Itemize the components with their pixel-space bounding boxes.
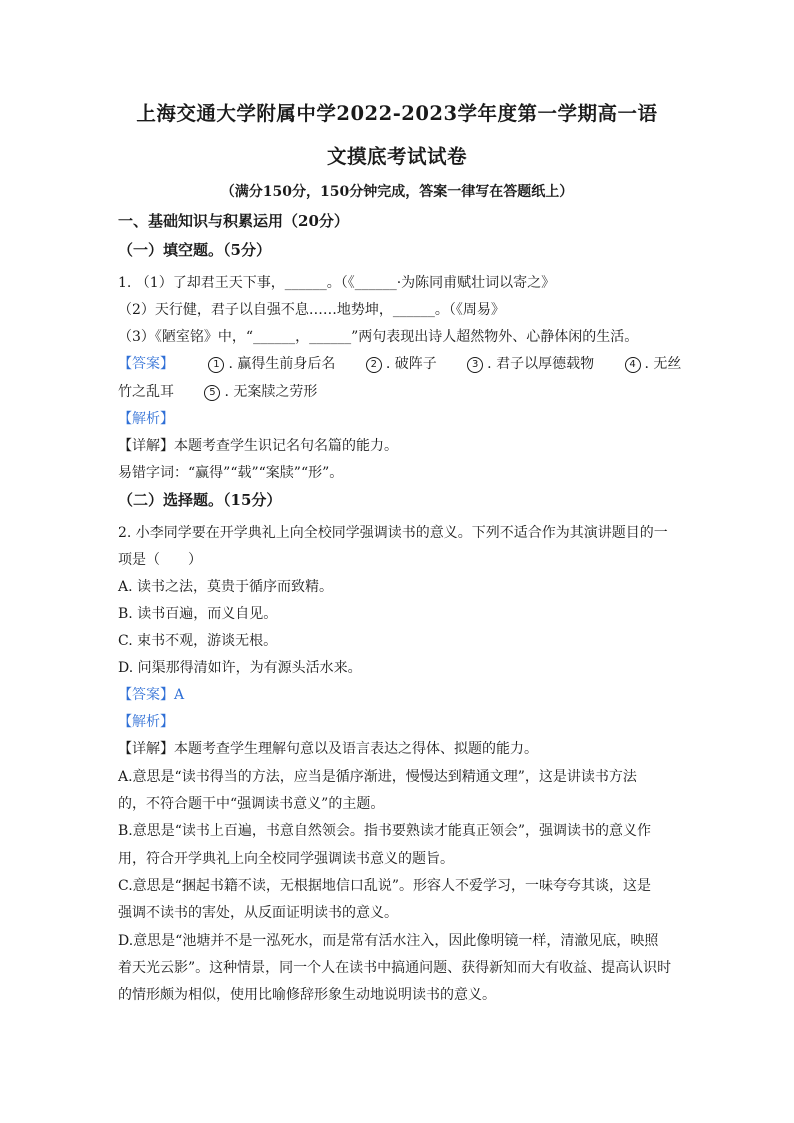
q2-explain-line: 的，不符合题干中“强调读书意义”的主题。 <box>118 796 385 812</box>
answer-item: 2 . 破阵子 <box>366 355 437 373</box>
sub1-heading: （一）填空题。（5分） <box>118 241 271 259</box>
circled-number: 3 <box>467 357 483 373</box>
q1-errors: 易错字词：“赢得”“载”“案牍”“形”。 <box>118 465 344 481</box>
circled-number: 5 <box>204 385 220 401</box>
q2-explain-line: 强调不读书的害处，从反面证明读书的意义。 <box>118 905 398 921</box>
q2-option-c: C. 束书不观，游谈无根。 <box>118 633 278 649</box>
q1-line2: （2）天行健，君子以自强不息……地势坤，______。（《周易》 <box>118 302 505 318</box>
q2-line2: 项是（ ） <box>118 552 202 568</box>
circled-number: 4 <box>625 357 641 373</box>
q2-option-b: B. 读书百遍，而义自见。 <box>118 606 278 622</box>
q2-explain-line: 用，符合开学典礼上向全校同学强调读书意义的题旨。 <box>118 851 454 867</box>
q1-line3: （3）《陋室铭》中，“______，______”两句表现出诗人超然物外、心静体闲的生活。 <box>118 329 639 345</box>
q2-analysis-tag: 【解析】 <box>118 714 174 730</box>
analysis-tag: 【解析】 <box>118 411 174 427</box>
answer-item: 3 . 君子以厚德载物 <box>467 355 594 373</box>
q1-line1: 1. （1）了却君王天下事，______。（《______·为陈同甫赋壮词以寄之》 <box>118 275 556 291</box>
q2-explain-line: C.意思是“捆起书籍不读，无根据地信口乱说”。形容人不爱学习，一味夸夸其谈，这是 <box>118 878 651 894</box>
sub2-heading: （二）选择题。（15分） <box>118 491 282 509</box>
answer-item: 1 . 赢得生前身后名 <box>208 355 335 373</box>
exam-subtitle: （满分150分，150分钟完成，答案一律写在答题纸上） <box>220 184 574 200</box>
exam-title-line2: 文摸底考试试卷 <box>326 145 467 168</box>
q2-explain-line: 的情形颇为相似，使用比喻修辞形象生动地说明读书的意义。 <box>118 987 496 1003</box>
q2-answer: 【答案】A <box>118 687 185 703</box>
exam-title-line1: 上海交通大学附属中学2022-2023学年度第一学期高一语 <box>136 102 658 125</box>
answer-tag: 【答案】 <box>118 356 174 372</box>
q2-line1: 2. 小李同学要在开学典礼上向全校同学强调读书的意义。下列不适合作为其演讲题目的一 <box>118 525 668 541</box>
q1-answers-row2: 竹之乱耳 5 . 无案牍之劳形 <box>118 384 318 400</box>
answer-item: 5 . 无案牍之劳形 <box>204 384 317 400</box>
part1-heading: 一、基础知识与积累运用（20分） <box>118 212 349 230</box>
circled-number: 2 <box>366 357 382 373</box>
q2-option-d: D. 问渠那得清如许，为有源头活水来。 <box>118 660 362 676</box>
q2-option-a: A. 读书之法，莫贵于循序而致精。 <box>118 579 334 595</box>
q2-explain-line: A.意思是“读书得当的方法，应当是循序渐进，慢慢达到精通文理”，这是讲读书方法 <box>118 769 637 785</box>
q2-explain-line: B.意思是“读书上百遍，书意自然领会。指书要熟读才能真正领会”，强调读书的意义作 <box>118 823 652 839</box>
q1-answers-row <box>118 355 681 373</box>
q2-detail: 【详解】本题考查学生理解句意以及语言表达之得体、拟题的能力。 <box>118 741 538 757</box>
q1-detail: 【详解】本题考查学生识记名句名篇的能力。 <box>118 438 398 454</box>
q2-explain-line: 着天光云影”。这种情景，同一个人在读书中搞通问题、获得新知而大有收益、提高认识时 <box>118 960 672 976</box>
circled-number: 1 <box>208 357 224 373</box>
answer-item: 4 . 无丝 <box>625 355 682 373</box>
q2-explain-line: D.意思是“池塘并不是一泓死水，而是常有活水注入，因此像明镜一样，清澈见底，映照 <box>118 933 659 949</box>
